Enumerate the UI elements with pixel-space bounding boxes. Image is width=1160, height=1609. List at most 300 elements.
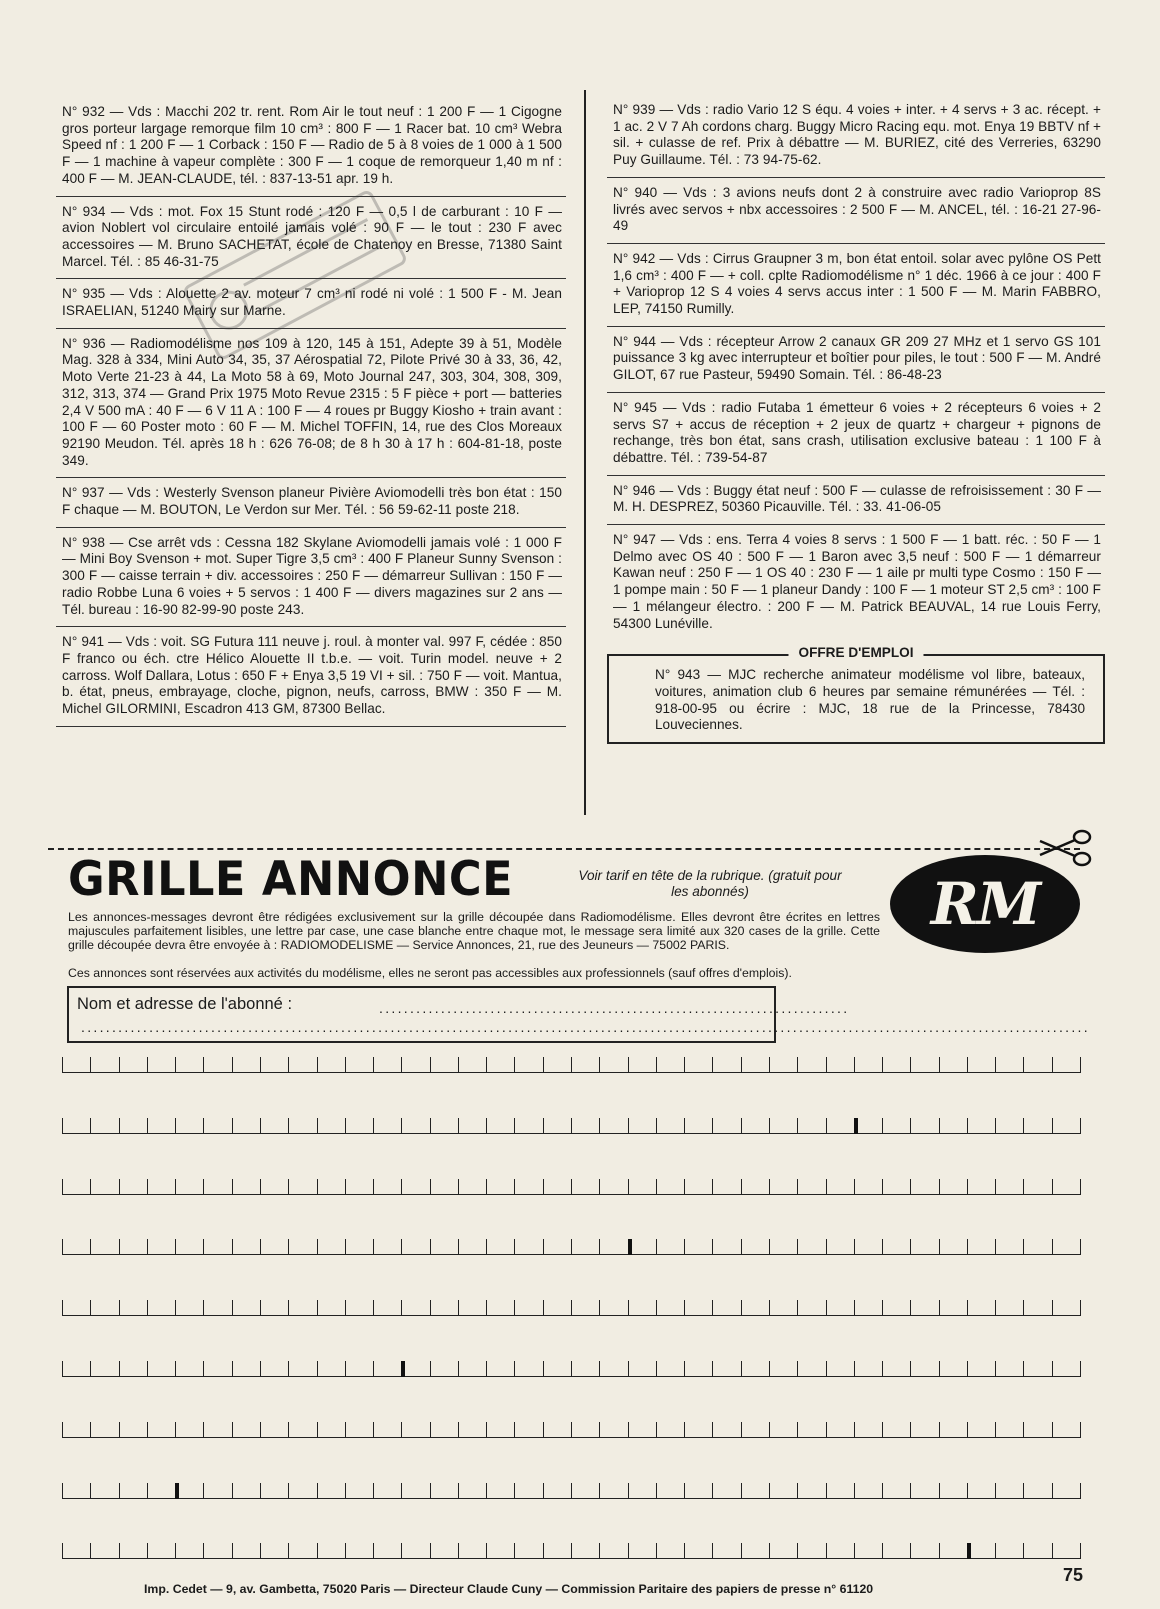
grid-cell-divider (486, 1483, 487, 1499)
grid-cell-divider (1080, 1483, 1081, 1499)
grid-cell-divider (175, 1543, 176, 1559)
grid-cell-divider (571, 1057, 572, 1073)
grid-cell-divider (119, 1483, 120, 1499)
grid-cell-divider (401, 1118, 402, 1134)
grid-cell-divider (232, 1300, 233, 1316)
grid-cell-divider (543, 1361, 544, 1377)
grid-cell-divider (656, 1543, 657, 1559)
grid-cell-divider (1080, 1300, 1081, 1316)
grid-row[interactable] (62, 1175, 1080, 1195)
grid-cell-divider (232, 1057, 233, 1073)
grid-cell-divider (797, 1543, 798, 1559)
grid-cell-divider (430, 1179, 431, 1195)
grid-cell-divider (345, 1361, 346, 1377)
grid-cell-divider (401, 1422, 402, 1438)
classified-column-right (607, 95, 1105, 744)
grid-cell-divider (430, 1300, 431, 1316)
grid-cell-divider (910, 1118, 911, 1134)
grid-cell-divider (345, 1118, 346, 1134)
grid-cell-divider (1052, 1543, 1053, 1559)
grid-cell-divider (260, 1422, 261, 1438)
grid-cell-divider (599, 1422, 600, 1438)
grid-cell-divider (90, 1300, 91, 1316)
grid-cell-divider (628, 1057, 629, 1073)
grid-cell-divider (571, 1361, 572, 1377)
grid-cell-divider (203, 1118, 204, 1134)
grid-row[interactable] (62, 1418, 1080, 1438)
grid-cell-divider (458, 1361, 459, 1377)
grille-instructions: Les annonces-messages devront être rédigées exclusivement sur la grille découpée dans Radiomodélisme. Elles devront être écrites en lettres majuscules parfaitement lisibles, une lettre par case, une case blanche entre chaque mot, le message sera limité aux 320 cases de la grille. Cette grille découpée devra être envoyée à : RADIOMODELISME — Service Annonces, 21, rue des Jeuneurs — 75002 PARIS. (68, 910, 880, 952)
grid-cell-divider (628, 1300, 629, 1316)
grid-cell-divider (628, 1483, 629, 1499)
grid-cell-divider (712, 1483, 713, 1499)
grid-cell-divider (599, 1179, 600, 1195)
grid-cell-divider (430, 1057, 431, 1073)
grid-cell-divider (599, 1118, 600, 1134)
grid-cell-divider (684, 1422, 685, 1438)
grid-cell-divider (317, 1118, 318, 1134)
grid-cell-divider (119, 1543, 120, 1559)
grid-cell-divider (599, 1543, 600, 1559)
grid-cell-divider (458, 1422, 459, 1438)
rm-logo: RM (890, 855, 1080, 953)
grid-cell-divider (401, 1543, 402, 1559)
grid-cell-divider (260, 1361, 261, 1377)
grid-cell-divider (119, 1239, 120, 1255)
grid-cell-divider (401, 1057, 402, 1073)
grid-cell-divider (571, 1239, 572, 1255)
scissors-icon (1038, 827, 1094, 869)
grid-cell-divider (175, 1300, 176, 1316)
grid-cell-divider (373, 1422, 374, 1438)
grid-cell-divider (826, 1483, 827, 1499)
grid-cell-divider (571, 1118, 572, 1134)
grid-cell-divider (514, 1179, 515, 1195)
grid-cell-divider (288, 1300, 289, 1316)
grid-cell-divider (571, 1300, 572, 1316)
grid-cell-divider (684, 1179, 685, 1195)
grid-row[interactable] (62, 1114, 1080, 1134)
grid-cell-divider (430, 1422, 431, 1438)
grid-cell-divider (62, 1179, 63, 1195)
grid-cell-divider (882, 1361, 883, 1377)
grid-cell-divider (345, 1300, 346, 1316)
grid-cell-divider (882, 1118, 883, 1134)
grid-cell-divider (1023, 1543, 1024, 1559)
grid-cell-divider (62, 1361, 63, 1377)
grid-cell-divider (854, 1179, 855, 1195)
grid-cell-divider (401, 1179, 402, 1195)
grid-cell-divider (854, 1543, 855, 1559)
grid-cell-divider (741, 1179, 742, 1195)
grid-cell-divider (203, 1543, 204, 1559)
grid-cell-divider (1080, 1422, 1081, 1438)
grid-cell-divider (373, 1483, 374, 1499)
grid-cell-divider (203, 1483, 204, 1499)
grid-cell-divider (656, 1300, 657, 1316)
grid-cell-divider (1080, 1543, 1081, 1559)
grid-cell-divider (826, 1422, 827, 1438)
grid-cell-divider (514, 1543, 515, 1559)
grid-row[interactable] (62, 1296, 1080, 1316)
grid-cell-divider (317, 1361, 318, 1377)
grid-cell-divider (826, 1361, 827, 1377)
grid-cell-divider (628, 1422, 629, 1438)
grid-cell-divider (260, 1179, 261, 1195)
grid-cell-divider (543, 1483, 544, 1499)
grid-cell-divider (317, 1179, 318, 1195)
grid-cell-divider (712, 1300, 713, 1316)
grid-cell-divider (769, 1422, 770, 1438)
classified-ad: N° 942 — Vds : Cirrus Graupner 3 m, bon état entoil. solar avec pylône OS Pett 1,6 cm³ : 400 F — + coll. cplte Radiomodélisme n° 1 déc. 1966 à ce jour : 400 F + Varioprop 12 S 4 voies 4 servs accus inter : 1 500 F — M. Marin FABBRO, LEP, 74150 Rumilly. (607, 244, 1105, 327)
grid-cell-divider (486, 1057, 487, 1073)
grid-cell-divider (967, 1483, 968, 1499)
grid-cell-divider (317, 1057, 318, 1073)
grid-cell-divider (656, 1422, 657, 1438)
grid-cell-divider (967, 1057, 968, 1073)
classified-ad: N° 939 — Vds : radio Vario 12 S équ. 4 voies + inter. + 4 servs + 3 ac. récept. + 1 ac. 2 V 7 Ah cordons charg. Buggy Micro Racing equ. mot. Enya 19 BBTV nf + sil. + culasse de ref. Prix à débattre — M. BURIEZ, cité des Verreries, 63290 Puy Guillaume. Tél. : 73 94-75-62. (607, 95, 1105, 178)
job-offer-title: OFFRE D'EMPLOI (788, 645, 923, 660)
grid-cell-divider (232, 1543, 233, 1559)
grid-cell-divider (1080, 1361, 1081, 1377)
grid-cell-divider (288, 1543, 289, 1559)
grid-cell-divider (1023, 1300, 1024, 1316)
grid-cell-divider (910, 1483, 911, 1499)
grid-cell-divider (1080, 1057, 1081, 1073)
grid-cell-divider (599, 1300, 600, 1316)
job-offer-section (607, 645, 1105, 744)
grid-cell-divider (741, 1239, 742, 1255)
grid-cell-divider (1080, 1179, 1081, 1195)
grid-cell-divider (684, 1483, 685, 1499)
grid-cell-divider (1052, 1300, 1053, 1316)
grid-cell-divider (769, 1057, 770, 1073)
address-field-dots: ................................................................................................................................................................... (81, 1019, 1090, 1035)
grid-cell-divider (712, 1118, 713, 1134)
grid-cell-divider (373, 1543, 374, 1559)
grid-cell-divider (826, 1179, 827, 1195)
grid-cell-divider (854, 1300, 855, 1316)
grid-cell-divider (1080, 1118, 1081, 1134)
grid-cell-divider (797, 1483, 798, 1499)
grid-row[interactable] (62, 1479, 1080, 1499)
grid-cell-divider (373, 1300, 374, 1316)
grid-cell-divider (797, 1239, 798, 1255)
grid-cell-divider (995, 1483, 996, 1499)
grid-cell-divider (373, 1118, 374, 1134)
grid-cell-divider (995, 1543, 996, 1559)
grid-cell-divider (486, 1239, 487, 1255)
grid-cell-divider (939, 1239, 940, 1255)
grid-cell-divider (317, 1300, 318, 1316)
grid-cell-divider (628, 1361, 629, 1377)
grid-cell-divider (203, 1057, 204, 1073)
grid-cell-divider (967, 1179, 968, 1195)
classified-ad: N° 934 — Vds : mot. Fox 15 Stunt rodé : 120 F — 0,5 l de carburant : 10 F — avion Noblert vol circulaire entoilé jamais volé : 90 F — le tout : 230 F avec accessoires — M. Bruno SACHETAT, école de Chatenoy en Bresse, 71380 Saint Marcel. Tél. : 85 46-31-75 (56, 197, 566, 280)
grid-cell-divider (486, 1361, 487, 1377)
grid-cell-divider (995, 1179, 996, 1195)
grid-cell-divider (90, 1422, 91, 1438)
grid-cell-divider (741, 1483, 742, 1499)
grid-cell-divider (543, 1118, 544, 1134)
grid-cell-divider (62, 1543, 63, 1559)
grid-cell-divider (119, 1118, 120, 1134)
grid-cell-divider (486, 1300, 487, 1316)
grid-cell-divider (1052, 1422, 1053, 1438)
grid-cell-divider (599, 1239, 600, 1255)
grid-cell-divider (373, 1179, 374, 1195)
grid-cell-divider (119, 1300, 120, 1316)
grid-cell-divider (797, 1057, 798, 1073)
grid-cell-divider (1023, 1483, 1024, 1499)
grid-cell-divider (741, 1543, 742, 1559)
grid-cell-divider (769, 1179, 770, 1195)
grid-cell-divider (910, 1300, 911, 1316)
grid-cell-divider (967, 1422, 968, 1438)
grid-cell-divider (910, 1239, 911, 1255)
grid-cell-divider (345, 1057, 346, 1073)
grid-cell-divider (373, 1239, 374, 1255)
grid-cell-divider (203, 1300, 204, 1316)
grid-cell-divider (656, 1118, 657, 1134)
grid-row[interactable] (62, 1235, 1080, 1255)
grid-cell-divider (656, 1179, 657, 1195)
classified-ad: N° 947 — Vds : ens. Terra 4 voies 8 servs : 1 500 F — 1 batt. réc. : 50 F — 1 Delmo avec OS 40 : 500 F — 1 Baron avec 3,5 neuf : 500 F — 1 démarreur Kawan neuf : 250 F — 1 OS 40 : 230 F — 1 aile pr multi type Cosmo : 150 F — 1 pompe main : 50 F — 1 planeur Dandy : 100 F — 1 moteur ST 2,5 cm³ : 100 F — 1 mélangeur électro. : 200 F — M. Patrick BEAUVAL, 14 rue Louis Ferry, 54300 Lunéville. (613, 532, 1101, 631)
grid-cell-divider (119, 1057, 120, 1073)
grid-cell-divider (345, 1543, 346, 1559)
grid-cell-divider (514, 1239, 515, 1255)
grid-cell-divider (939, 1422, 940, 1438)
grid-cell-divider (1052, 1483, 1053, 1499)
grid-cell-divider (514, 1483, 515, 1499)
grid-cell-divider (1052, 1361, 1053, 1377)
grid-cell-divider (260, 1057, 261, 1073)
grid-cell-divider (514, 1422, 515, 1438)
classified-ad: N° 941 — Vds : voit. SG Futura 111 neuve j. roul. à monter val. 997 F, cédée : 850 F franco ou éch. ctre Hélico Alouette II t.b.e. — voit. Turin model. neuve + 2 carross. Wolf Dallara, Lotus : 650 F + Enya 3,5 19 VI + sil. : 750 F — voit. Mantua, b. état, pneus, embrayage, cloche, pignon, neufs, carross, BMW : 350 F — M. Michel GILORMINI, Escadron 413 GM, 87300 Bellac. (56, 627, 566, 727)
grid-cell-divider (882, 1057, 883, 1073)
grid-cell-divider (514, 1057, 515, 1073)
grid-cell-divider (599, 1361, 600, 1377)
grid-cell-divider (741, 1422, 742, 1438)
page-number: 75 (1063, 1565, 1084, 1585)
grid-cell-divider (571, 1179, 572, 1195)
grid-cell-divider (995, 1239, 996, 1255)
grid-cell-divider (147, 1300, 148, 1316)
grid-cell-divider (62, 1239, 63, 1255)
grid-cell-divider (147, 1118, 148, 1134)
grid-cell-divider (147, 1483, 148, 1499)
column-divider (584, 90, 586, 815)
grid-cell-divider (854, 1239, 855, 1255)
grid-cell-divider (797, 1118, 798, 1134)
grid-cell-divider (260, 1118, 261, 1134)
classified-ad: N° 935 — Vds : Alouette 2 av. moteur 7 cm³ ni rodé ni volé : 1 500 F - M. Jean ISRAELIAN, 51240 Mairy sur Marne. (56, 279, 566, 328)
grid-cell-divider (260, 1543, 261, 1559)
grid-cell-divider (232, 1239, 233, 1255)
grid-cell-divider (175, 1179, 176, 1195)
grid-cell-divider (967, 1239, 968, 1255)
grid-cell-divider (1023, 1057, 1024, 1073)
classified-ad: N° 946 — Vds : Buggy état neuf : 500 F — culasse de refroisissement : 30 F — M. H. DESPREZ, 50360 Picauville. Tél. : 33. 41-06-05 (607, 476, 1105, 525)
grid-cell-divider (939, 1483, 940, 1499)
grid-cell-divider (543, 1057, 544, 1073)
grid-cell-divider (684, 1300, 685, 1316)
imprint-footer: Imp. Cedet — 9, av. Gambetta, 75020 Paris — Directeur Claude Cuny — Commission Paritaire des papiers de presse n° 61120 (144, 1582, 874, 1596)
grid-cell-divider (854, 1361, 855, 1377)
grid-cell-divider (203, 1239, 204, 1255)
grid-cell-divider (458, 1300, 459, 1316)
grid-cell-divider (854, 1057, 855, 1073)
cut-line (48, 848, 1080, 850)
grid-cell-divider (175, 1422, 176, 1438)
grid-cell-divider (458, 1483, 459, 1499)
grid-cell-divider (147, 1179, 148, 1195)
grid-cell-divider (939, 1300, 940, 1316)
grid-cell-divider (967, 1361, 968, 1377)
grid-cell-divider (175, 1483, 179, 1499)
name-field-label: Nom et adresse de l'abonné : (77, 995, 293, 1013)
grid-cell-divider (62, 1300, 63, 1316)
grid-cell-divider (910, 1057, 911, 1073)
grid-cell-divider (684, 1057, 685, 1073)
classified-ad: N° 937 — Vds : Westerly Svenson planeur Pivière Aviomodelli très bon état : 150 F chaque — M. BOUTON, Le Verdon sur Mer. Tél. : 56 59-62-11 poste 218. (56, 478, 566, 527)
grid-cell-divider (826, 1057, 827, 1073)
grid-cell-divider (90, 1118, 91, 1134)
grid-cell-divider (939, 1057, 940, 1073)
grid-cell-divider (826, 1118, 827, 1134)
grid-cell-divider (345, 1179, 346, 1195)
grid-cell-divider (430, 1118, 431, 1134)
grid-cell-divider (882, 1300, 883, 1316)
grid-cell-divider (826, 1300, 827, 1316)
grid-cell-divider (430, 1543, 431, 1559)
grid-cell-divider (543, 1239, 544, 1255)
grid-cell-divider (62, 1483, 63, 1499)
grid-cell-divider (90, 1543, 91, 1559)
grid-cell-divider (769, 1300, 770, 1316)
grid-cell-divider (967, 1118, 968, 1134)
grid-cell-divider (1080, 1239, 1081, 1255)
grid-cell-divider (430, 1483, 431, 1499)
grid-cell-divider (712, 1543, 713, 1559)
grid-cell-divider (741, 1118, 742, 1134)
grid-cell-divider (288, 1118, 289, 1134)
grid-cell-divider (175, 1239, 176, 1255)
grid-cell-divider (769, 1543, 770, 1559)
grid-cell-divider (684, 1361, 685, 1377)
grid-cell-divider (571, 1483, 572, 1499)
grid-cell-divider (458, 1057, 459, 1073)
grid-cell-divider (62, 1057, 63, 1073)
grid-row[interactable] (62, 1053, 1080, 1073)
grid-cell-divider (147, 1057, 148, 1073)
grid-row[interactable] (62, 1539, 1080, 1559)
grid-cell-divider (119, 1179, 120, 1195)
grid-cell-divider (90, 1057, 91, 1073)
grid-cell-divider (939, 1118, 940, 1134)
grid-cell-divider (175, 1118, 176, 1134)
grid-cell-divider (90, 1361, 91, 1377)
grid-cell-divider (62, 1118, 63, 1134)
grid-cell-divider (1023, 1422, 1024, 1438)
grid-cell-divider (882, 1483, 883, 1499)
grid-row[interactable] (62, 1357, 1080, 1377)
grid-cell-divider (571, 1543, 572, 1559)
grid-cell-divider (712, 1361, 713, 1377)
grid-cell-divider (939, 1179, 940, 1195)
grid-cell-divider (147, 1422, 148, 1438)
grid-cell-divider (684, 1239, 685, 1255)
grid-cell-divider (939, 1361, 940, 1377)
tarif-note: Voir tarif en tête de la rubrique. (gratuit pour les abonnés) (578, 868, 842, 899)
grid-cell-divider (1023, 1239, 1024, 1255)
grid-cell-divider (628, 1179, 629, 1195)
grid-cell-divider (628, 1239, 632, 1255)
grid-cell-divider (232, 1422, 233, 1438)
grid-cell-divider (288, 1361, 289, 1377)
grid-cell-divider (967, 1300, 968, 1316)
grid-cell-divider (741, 1057, 742, 1073)
grid-cell-divider (797, 1179, 798, 1195)
grid-cell-divider (373, 1361, 374, 1377)
grid-cell-divider (317, 1543, 318, 1559)
grid-cell-divider (769, 1483, 770, 1499)
grid-cell-divider (458, 1118, 459, 1134)
grid-cell-divider (910, 1422, 911, 1438)
grid-cell-divider (656, 1057, 657, 1073)
subscriber-name-field[interactable] (67, 986, 1090, 1043)
grid-cell-divider (769, 1118, 770, 1134)
grid-cell-divider (543, 1422, 544, 1438)
grid-cell-divider (232, 1179, 233, 1195)
grid-cell-divider (175, 1361, 176, 1377)
grid-cell-divider (62, 1422, 63, 1438)
grid-cell-divider (119, 1361, 120, 1377)
grid-cell-divider (458, 1239, 459, 1255)
grid-cell-divider (1052, 1239, 1053, 1255)
grid-cell-divider (656, 1239, 657, 1255)
grid-cell-divider (401, 1361, 405, 1377)
grid-cell-divider (797, 1361, 798, 1377)
grid-cell-divider (543, 1300, 544, 1316)
grid-cell-divider (401, 1300, 402, 1316)
grid-cell-divider (430, 1361, 431, 1377)
classified-ad: N° 936 — Radiomodélisme nos 109 à 120, 145 à 151, Adepte 39 à 51, Modèle Mag. 328 à 334, Mini Auto 34, 35, 37 Aérospatial 72, Pilote Privé 30 à 33, 36, 42, Moto Verte 21-23 à 44, La Moto 58 à 69, Moto Journal 247, 303, 304, 308, 309, 312, 313, 374 — Grand Prix 1975 Moto Revue 2315 : 5 F pièce + port — batteries 2,4 V 500 mA : 40 F — 6 V 11 A : 100 F — 4 roues pr Buggy Kiosho + train avant : 100 F — 60 Poster moto : 60 F — M. Michel TOFFIN, 14, rue des Clos Moreaux 92190 Meudon. Tél. après 18 h : 626 76-08; de 8 h 30 à 17 h : 604-81-18, poste 349. (56, 329, 566, 479)
grid-cell-divider (684, 1543, 685, 1559)
grille-title: GRILLE ANNONCE (68, 852, 514, 907)
grid-cell-divider (882, 1543, 883, 1559)
name-field-dots: ............................................................................ (379, 1000, 850, 1016)
grid-cell-divider (260, 1483, 261, 1499)
grid-cell-divider (373, 1057, 374, 1073)
grid-cell-divider (656, 1483, 657, 1499)
grid-cell-divider (712, 1422, 713, 1438)
grid-cell-divider (712, 1179, 713, 1195)
grid-cell-divider (317, 1239, 318, 1255)
grid-cell-divider (288, 1239, 289, 1255)
grid-cell-divider (317, 1483, 318, 1499)
grid-cell-divider (995, 1057, 996, 1073)
classified-ad: N° 938 — Cse arrêt vds : Cessna 182 Skylane Aviomodelli jamais volé : 1 000 F — Mini Boy Svenson + mot. Super Tigre 3,5 cm³ : 400 F Planeur Sunny Svenson : 300 F — caisse terrain + div. accessoires : 250 F — démarreur Sullivan : 150 F — radio Robbe Luna 6 voies + 5 servos : 1 400 F — divers magazines sur 2 ans — Tél. bureau : 16-90 82-99-90 poste 243. (56, 528, 566, 628)
grid-cell-divider (288, 1057, 289, 1073)
grid-cell-divider (967, 1543, 971, 1559)
grid-cell-divider (1052, 1179, 1053, 1195)
grid-cell-divider (741, 1300, 742, 1316)
grid-cell-divider (1052, 1057, 1053, 1073)
grid-cell-divider (741, 1361, 742, 1377)
grid-cell-divider (345, 1483, 346, 1499)
grid-cell-divider (995, 1118, 996, 1134)
